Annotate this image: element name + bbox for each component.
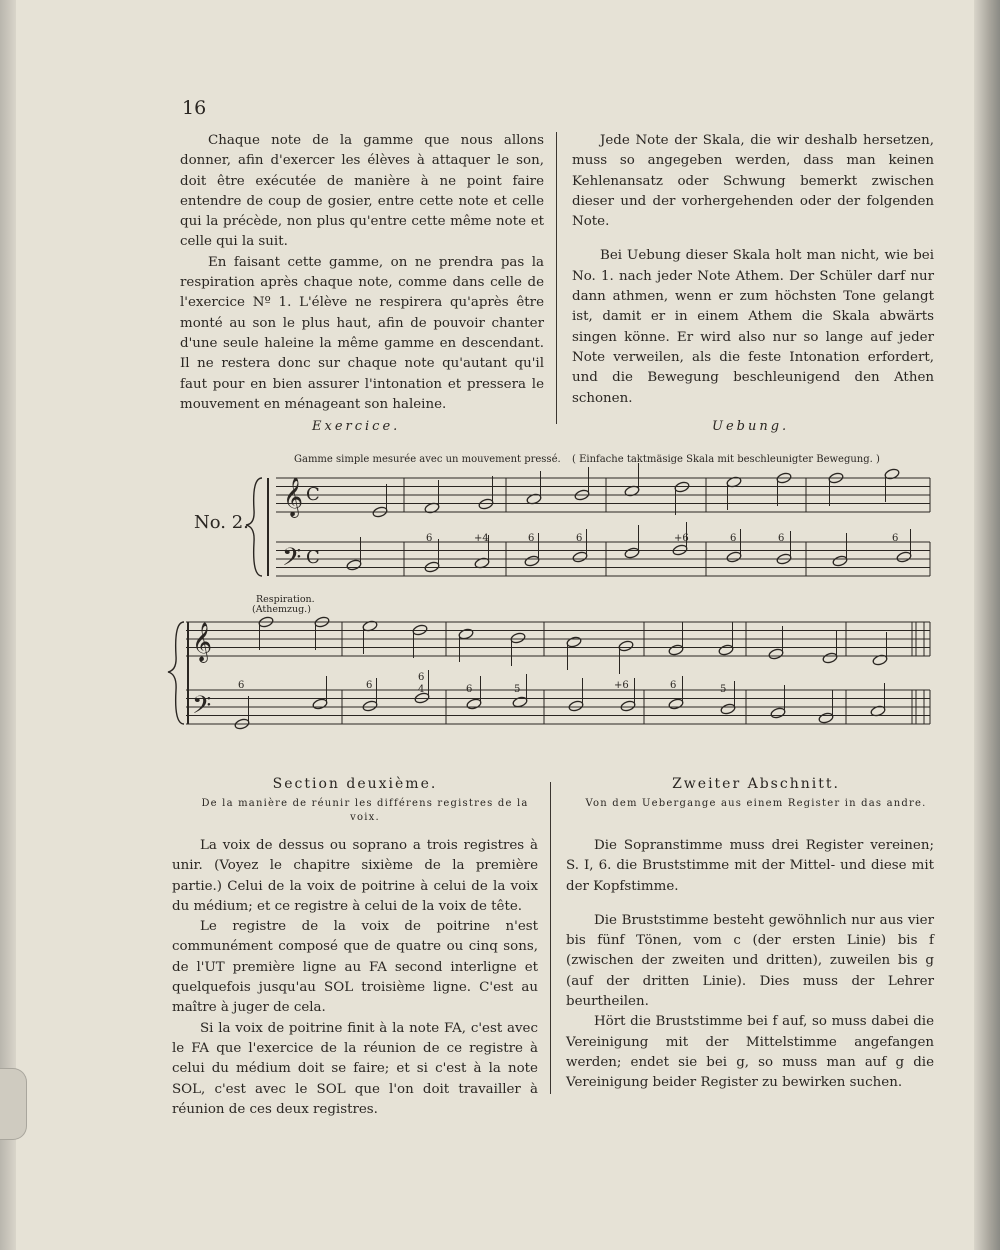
- page-number: 16: [182, 97, 207, 119]
- half-note: [510, 632, 526, 644]
- half-note: [718, 644, 734, 656]
- respiration-label: Respiration.: [256, 594, 315, 605]
- section-title-fr: Section deuxième.: [272, 776, 438, 792]
- paragraph: En faisant cette gamme, on ne prendra pas la respiration après chaque note, comme dans celle de l'exercice Nº 1. L'élève ne respirera qu'après être monté au son le plus haut, afin de pouvoir chanter d'une seule haleine la même gamme en descendant. Il ne restera donc sur chaque note qu'autant qu'il faut pour en bien assurer l'intonation et pressera le mouvement en ménageant son haleine.: [180, 254, 544, 412]
- figured-bass: 6: [730, 533, 737, 544]
- half-note: [720, 703, 736, 715]
- exercise-heading-fr: Exercice.: [312, 419, 401, 434]
- figured-bass: 6: [528, 533, 535, 544]
- bottom-left-column: [172, 836, 538, 1120]
- half-note: [312, 698, 328, 710]
- half-note: [412, 624, 428, 636]
- athemzug-label: (Athemzug.): [252, 604, 311, 615]
- caption-fr: Gamme simple mesurée avec un mouvement pressé.: [294, 454, 561, 465]
- figured-bass: 6: [466, 684, 473, 695]
- caption-de: ( Einfache taktmäsige Skala mit beschleunigter Bewegung. ): [572, 454, 880, 465]
- paragraph: Si la voix de poitrine finit à la note FA, c'est avec le FA que l'exercice de la réunion de ce registre à celui du médium doit se faire; et si c'est à la note SOL, c'est avec le SOL que l'on doit travailler à réunion de ces deux registres.: [172, 1020, 538, 1117]
- half-note: [362, 700, 378, 712]
- system-brace: [246, 478, 262, 576]
- figured-bass: 6: [892, 533, 899, 544]
- half-note: [668, 698, 684, 710]
- half-note: [458, 628, 474, 640]
- time-signature-icon: C: [306, 484, 320, 505]
- half-note: [768, 648, 784, 660]
- half-note: [624, 547, 640, 559]
- half-note: [478, 498, 494, 510]
- half-note: [618, 640, 634, 652]
- treble-clef-icon: 𝄞: [192, 622, 213, 662]
- half-note: [524, 555, 540, 567]
- paragraph: Le registre de la voix de poitrine n'est communément composé que de quatre ou cinq sons, de l'UT première ligne au FA second interligne et quelquefois jusqu'au SOL troisième ligne. C'est au maître à juger de cela.: [172, 919, 538, 1016]
- column-divider-bottom: [550, 782, 551, 1094]
- exercise-number: No. 2.: [194, 512, 249, 533]
- figured-bass: 5: [720, 684, 727, 695]
- half-note: [668, 644, 684, 656]
- section-title-de: Zweiter Abschnitt.: [672, 776, 840, 792]
- section-subtitle-de: Von dem Uebergange aus einem Register in das andre.: [585, 798, 927, 809]
- time-signature-icon: C: [306, 547, 320, 568]
- figured-bass: 6: [366, 680, 373, 691]
- half-note: [346, 559, 362, 571]
- half-note: [566, 636, 582, 648]
- half-note: [818, 712, 834, 724]
- half-note: [466, 698, 482, 710]
- half-note: [726, 551, 742, 563]
- figured-bass: 6: [418, 672, 425, 683]
- half-note: [672, 544, 688, 556]
- system-brace: [168, 622, 184, 724]
- treble-clef-icon: 𝄞: [283, 477, 304, 517]
- paragraph: Bei Uebung dieser Skala holt man nicht, wie bei No. 1. nach jeder Note Athem. Der Schüler darf nur dann athmen, wenn er zum höchsten Tone gelangt ist, damit er in einem Athem die Skala abwärts singen könne. Er wird also nur so lange auf jeder Note verweilen, als die feste Intonation erfordert, und die Bewegung beschleunigend den Athen schonen.: [572, 248, 934, 406]
- figured-bass: 6: [238, 680, 245, 691]
- half-note: [512, 696, 528, 708]
- section-subtitle-fr: De la manière de réunir les différens registres de la voix.: [201, 798, 529, 823]
- figured-bass: 6: [576, 533, 583, 544]
- paragraph: Die Bruststimme besteht gewöhnlich nur aus vier bis fünf Tönen, vom c (der ersten Linie) bis f (zwischen der zweiten und dritten), zuweilen bis g (auf der dritten Linie). Dies muss der Lehrer beurtheilen.: [566, 912, 934, 1010]
- figured-bass: 6: [778, 533, 785, 544]
- half-note: [620, 700, 636, 712]
- half-note: [822, 652, 838, 664]
- half-note: [674, 481, 690, 493]
- half-note: [568, 700, 584, 712]
- figured-bass: +4: [474, 533, 489, 544]
- figured-bass: +6: [614, 680, 629, 691]
- half-note: [572, 551, 588, 563]
- figured-bass: 6: [426, 533, 433, 544]
- bottom-right-column: [566, 836, 934, 1094]
- figured-bass: 6: [670, 680, 677, 691]
- paragraph: Jede Note der Skala, die wir deshalb hersetzen, muss so angegeben werden, dass man keinen Kehlenansatz oder Schwung bemerkt zwischen dieser und der vorhergehenden oder der folgenden Note.: [572, 133, 934, 230]
- half-note: [770, 707, 786, 719]
- figured-bass: 5: [514, 684, 521, 695]
- half-note: [832, 555, 848, 567]
- bass-clef-icon: 𝄢: [282, 543, 302, 578]
- paragraph: Chaque note de la gamme que nous allons donner, afin d'exercer les élèves à attaquer le son, doit être exécutée de manière à ne point faire entendre de coup de gosier, entre cette note et celle qui la précède, non plus qu'entre cette même note et celle qui la suit.: [180, 133, 544, 250]
- paragraph: La voix de dessus ou soprano a trois registres à unir. (Voyez le chapitre sixième de la première partie.) Celui de la voix de poitrine à celui de la voix du médium; et ce registre à celui de la voix de tête.: [172, 838, 538, 914]
- half-note: [424, 561, 440, 573]
- bass-clef-icon: 𝄢: [192, 691, 212, 726]
- half-note: [896, 551, 912, 563]
- figured-bass: +6: [674, 533, 689, 544]
- figured-bass: 4: [418, 684, 425, 695]
- exercise-heading-de: Uebung.: [712, 419, 790, 434]
- paragraph: Die Sopranstimme muss drei Register vereinen; S. I, 6. die Bruststimme mit der Mittel- und diese mit der Kopfstimme.: [566, 838, 934, 894]
- paragraph: Hört die Bruststimme bei f auf, so muss dabei die Vereinigung mit der Mittelstimme angefangen werden; endet sie bei g, so muss man auf g die Vereinigung beider Register zu bewirken suchen.: [566, 1014, 934, 1091]
